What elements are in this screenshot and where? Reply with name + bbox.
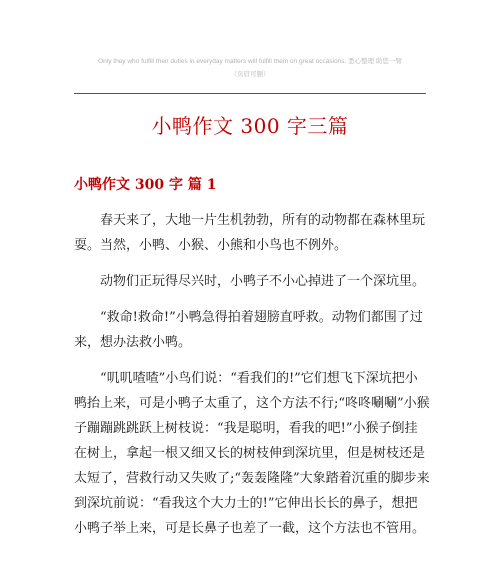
page-header	[0, 57, 500, 79]
section-heading: 小鸭作文 300 字 篇 1	[74, 177, 217, 193]
paragraph: “叽叽喳喳”小鸟们说：“看我们的!”它们想飞下深坑把小鸭抬上来，可是小鸭子太重了，这个方法不行;“咚咚唰唰”小猴子蹦蹦跳跳跃上树枝说：“我是聪明，看我的吧!”小猴子倒挂在树上，拿起一根又细又长的树枝伸到深坑里，但是树枝还是太短了，营救行动又失败了;“轰轰隆隆”大象踏着沉重的脚步来到深坑前说：“看我这个大力士的!”它伸出长长的鼻子，想把小鸭子举上来，可是长鼻子也差了一截，这个方法也不管用。	[74, 371, 430, 536]
paragraph: “救命!救命!”小鸭急得拍着翅膀直呼救。动物们都围了过来，想办法救小鸭。	[74, 310, 423, 350]
paragraph: 春天来了，大地一片生机勃勃，所有的动物都在森林里玩耍。当然，小鸭、小猴、小熊和小鸟也不例外。	[74, 213, 426, 253]
body-text	[74, 208, 430, 552]
document-title: 小鸭作文 300 字三篇	[151, 114, 349, 138]
header-tagline: Only they who fulfill their duties in everyday matters will fulfill them on great occasions. 悉心整理 助您一臂	[98, 58, 402, 65]
header-subline: （页眉可删）	[230, 71, 270, 78]
header-divider	[74, 93, 426, 94]
paragraph: 动物们正玩得尽兴时，小鸭子不小心掉进了一个深坑里。	[100, 274, 426, 289]
